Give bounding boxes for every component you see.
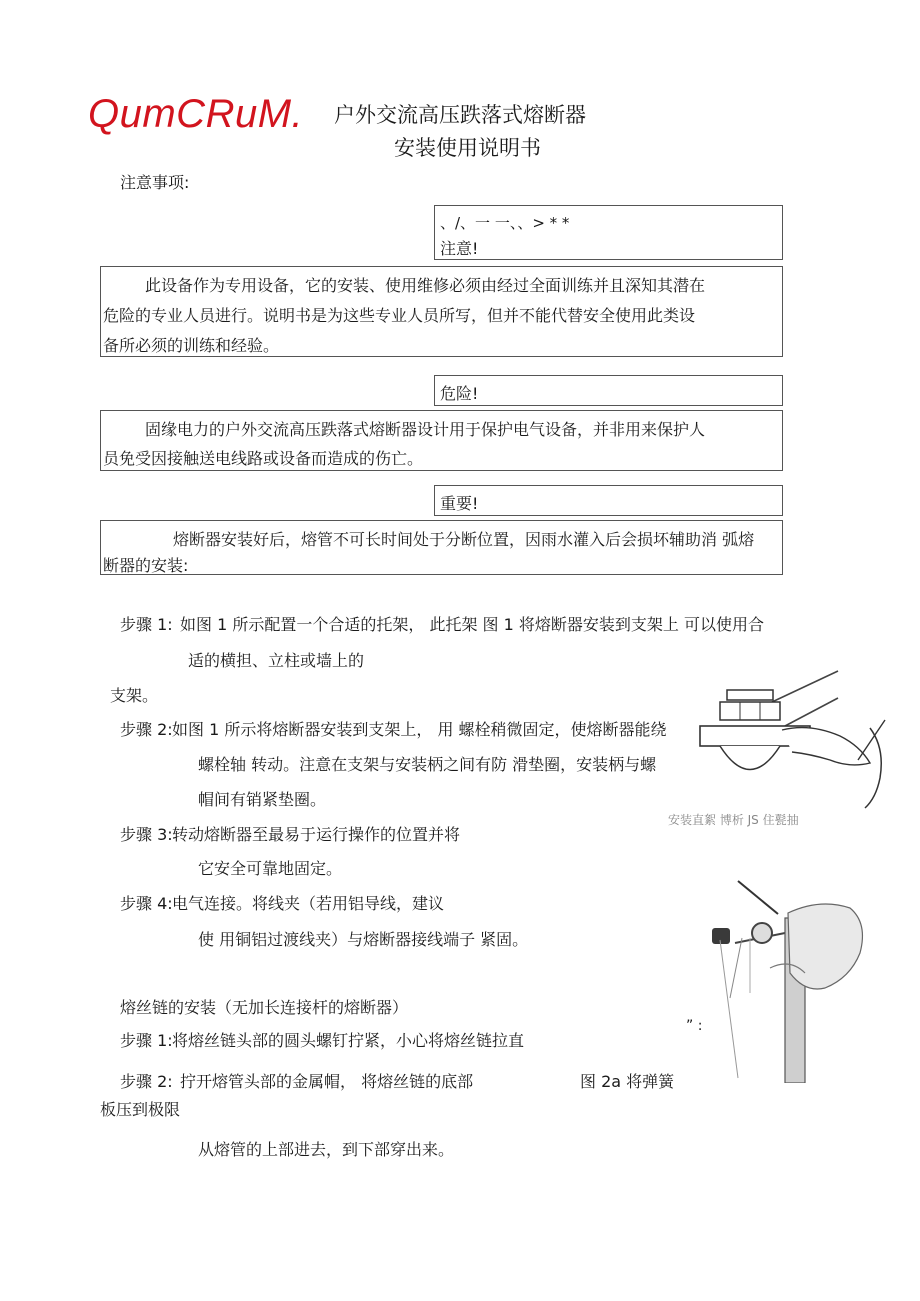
- step-label: 步骤 1:: [120, 1031, 173, 1050]
- document-title-line2: 安装使用说明书: [394, 136, 541, 160]
- notice-label-box-danger: [434, 375, 783, 406]
- step-line: 板压到极限: [100, 1100, 181, 1119]
- step-label: 步骤 1:: [120, 615, 173, 634]
- step-line: 如图 1 所示将熔断器安装到支架上， 用 螺栓稍微固定，使熔断器能绕: [172, 720, 667, 739]
- figure-2a-reference: 图 2a 将弹簧: [580, 1072, 675, 1091]
- figure-1-caption: 安装直絮 博析 JS 住甏抽: [668, 813, 799, 827]
- step-label: 步骤 4:: [120, 894, 173, 913]
- step-line: 螺栓轴 转动。注意在支架与安装柄之间有防 滑垫圈，安装柄与螺: [198, 755, 657, 774]
- step-label: 步骤 2:: [120, 720, 173, 739]
- step-label: 步骤 3:: [120, 825, 173, 844]
- figure-2-mark: ” :: [686, 1018, 703, 1034]
- notice-line: 固缘电力的户外交流高压跌落式熔断器设计用于保护电气设备，并非用来保护人: [145, 420, 706, 439]
- document-title-line1: 户外交流高压跌落式熔断器: [334, 103, 586, 127]
- fuse-chain-heading: 熔丝链的安装（无加长连接杆的熔断器）: [120, 998, 409, 1017]
- step-line: 电气连接。将线夹（若用铝导线，建议: [172, 894, 445, 913]
- notice-line: 危险的专业人员进行。说明书是为这些专业人员所写，但并不能代替安全使用此类设: [103, 306, 696, 325]
- notice-line: 熔断器安装好后，熔管不可长时间处于分断位置，因雨水灌入后会损坏辅助消 弧熔: [173, 530, 755, 549]
- notice-line: 员免受因接触送电线路或设备而造成的伤亡。: [103, 449, 424, 468]
- step-line: 如图 1 所示配置一个合适的托架， 此托架 图 1 将熔断器安装到支架上 可以使用合: [180, 615, 764, 634]
- warning-glyph-line: 、/、一 一、、> * *: [440, 214, 570, 232]
- notice-line: 备所必须的训练和经验。: [103, 336, 280, 355]
- step-line: 将熔丝链头部的圆头螺钉拧紧，小心将熔丝链拉直: [172, 1031, 525, 1050]
- step-line: 它安全可靠地固定。: [198, 859, 343, 878]
- notice-label-box-important: [434, 485, 783, 516]
- figure-1-bracket-illustration: [680, 668, 895, 813]
- notice-body-danger: [100, 410, 783, 471]
- notice-heading: 注意事项:: [120, 173, 190, 192]
- notice-label-attention: 注意!: [440, 239, 479, 258]
- step-line: 帽间有销紧垫圈。: [198, 790, 327, 809]
- step-line: 转动熔断器至最易于运行操作的位置并将: [172, 825, 461, 844]
- notice-line: 断器的安装:: [103, 556, 189, 575]
- notice-line: 此设备作为专用设备，它的安装、使用维修必须由经过全面训练并且深知其潜在: [145, 276, 706, 295]
- notice-body-attention: [100, 266, 783, 357]
- step-line: 适的横担、立柱或墙上的: [188, 651, 365, 670]
- notice-label-box-attention: [434, 205, 783, 260]
- step-line: 从熔管的上部进去，到下部穿出来。: [198, 1140, 455, 1159]
- step-line: 支架。: [110, 686, 159, 705]
- figure-2-fuse-photo: [690, 878, 870, 1083]
- brand-logo: QumCRuM.: [88, 92, 304, 136]
- notice-label-danger: 危险!: [440, 384, 479, 403]
- step-line: 拧开熔管头部的金属帽， 将熔丝链的底部: [180, 1072, 474, 1091]
- step-line: 使 用铜铝过渡线夹）与熔断器接线端子 紧固。: [198, 930, 529, 949]
- step-label: 步骤 2:: [120, 1072, 173, 1091]
- notice-body-important: [100, 520, 783, 575]
- notice-label-important: 重要!: [440, 494, 479, 513]
